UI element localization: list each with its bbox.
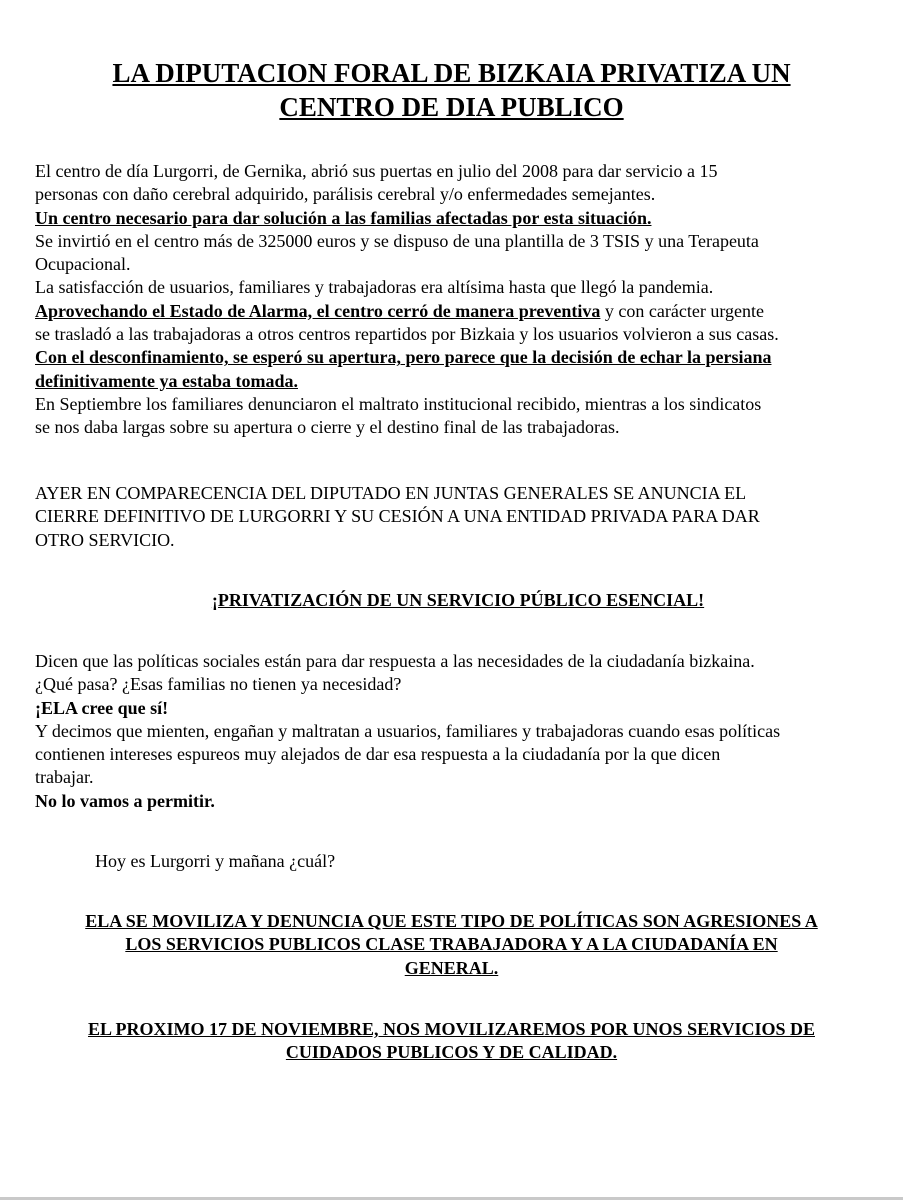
intro-paragraph bbox=[35, 160, 881, 440]
announcement-line: OTRO SERVICIO. bbox=[35, 529, 175, 550]
intro-line: se nos daba largas sobre su apertura o cierre y el destino final de las trabajadoras. bbox=[35, 417, 620, 438]
privatization-banner: ¡PRIVATIZACIÓN DE UN SERVICIO PÚBLICO ESENCIAL! bbox=[211, 590, 705, 610]
closing-line: EL PROXIMO 17 DE NOVIEMBRE, NOS MOVILIZAREMOS POR UNOS SERVICIOS DE bbox=[88, 1019, 815, 1039]
intro-line: La satisfacción de usuarios, familiares y trabajadoras era altísima hasta que llegó la pandemia. bbox=[35, 277, 714, 298]
announcement-paragraph bbox=[35, 482, 881, 552]
intro-line: El centro de día Lurgorri, de Gernika, abrió sus puertas en julio del 2008 para dar servicio a 15 bbox=[35, 161, 718, 181]
intro-emphasis-text: Aprovechando el Estado de Alarma, el centro cerró de manera preventiva bbox=[35, 300, 601, 321]
mobilize-line: ELA SE MOVILIZA Y DENUNCIA QUE ESTE TIPO DE POLÍTICAS SON AGRESIONES A bbox=[85, 911, 818, 931]
intro-line: personas con daño cerebral adquirido, parálisis cerebral y/o enfermedades semejantes. bbox=[35, 184, 656, 205]
intro-emphasis-line: definitivamente ya estaba tomada. bbox=[35, 370, 298, 391]
intro-emphasis-line: Con el desconfinamiento, se esperó su apertura, pero parece que la decisión de echar la persiana bbox=[35, 347, 772, 368]
mobilize-line: LOS SERVICIOS PUBLICOS CLASE TRABAJADORA Y A LA CIUDADANÍA EN bbox=[125, 934, 778, 955]
title-line-1: LA DIPUTACION FORAL DE BIZKAIA PRIVATIZA UN bbox=[112, 58, 791, 88]
response-line: trabajar. bbox=[35, 767, 94, 788]
response-paragraph bbox=[35, 650, 881, 813]
document-title bbox=[30, 56, 873, 124]
intro-line: Ocupacional. bbox=[35, 254, 131, 275]
response-line: ¿Qué pasa? ¿Esas familias no tienen ya necesidad? bbox=[35, 674, 402, 695]
intro-line: se trasladó a las trabajadoras a otros centros repartidos por Bizkaia y los usuarios volvieron a sus casas. bbox=[35, 324, 779, 345]
intro-line: En Septiembre los familiares denunciaron el maltrato institucional recibido, mientras a los sindicatos bbox=[35, 393, 762, 414]
announcement-line: AYER EN COMPARECENCIA DEL DIPUTADO EN JUNTAS GENERALES SE ANUNCIA EL bbox=[35, 483, 747, 503]
response-line: Y decimos que mienten, engañan y maltratan a usuarios, familiares y trabajadoras cuando esas políticas bbox=[35, 720, 781, 741]
intro-emphasis-line: Un centro necesario para dar solución a las familias afectadas por esta situación. bbox=[35, 207, 652, 228]
mobilize-line: GENERAL. bbox=[404, 957, 499, 978]
response-line: contienen intereses espureos muy alejados de dar esa respuesta a la ciudadanía por la que dicen bbox=[35, 744, 721, 765]
closing-line: CUIDADOS PUBLICOS Y DE CALIDAD. bbox=[285, 1042, 618, 1063]
closing-heading bbox=[30, 1018, 873, 1065]
announcement-line: CIERRE DEFINITIVO DE LURGORRI Y SU CESIÓN A UNA ENTIDAD PRIVADA PARA DAR bbox=[35, 506, 760, 527]
title-line-2: CENTRO DE DIA PUBLICO bbox=[279, 92, 624, 122]
response-bold-line: No lo vamos a permitir. bbox=[35, 790, 215, 811]
intro-mixed-line bbox=[35, 300, 881, 323]
intro-plain-text: y con carácter urgente bbox=[600, 300, 764, 321]
mobilize-heading bbox=[30, 910, 873, 980]
response-bold-line: ¡ELA cree que sí! bbox=[35, 697, 169, 718]
intro-line: Se invirtió en el centro más de 325000 euros y se dispuso de una plantilla de 3 TSIS y una Terapeuta bbox=[35, 230, 759, 251]
response-line: Dicen que las políticas sociales están para dar respuesta a las necesidades de la ciudadanía bizkaina. bbox=[35, 651, 755, 671]
question-line: Hoy es Lurgorri y mañana ¿cuál? bbox=[95, 851, 336, 871]
